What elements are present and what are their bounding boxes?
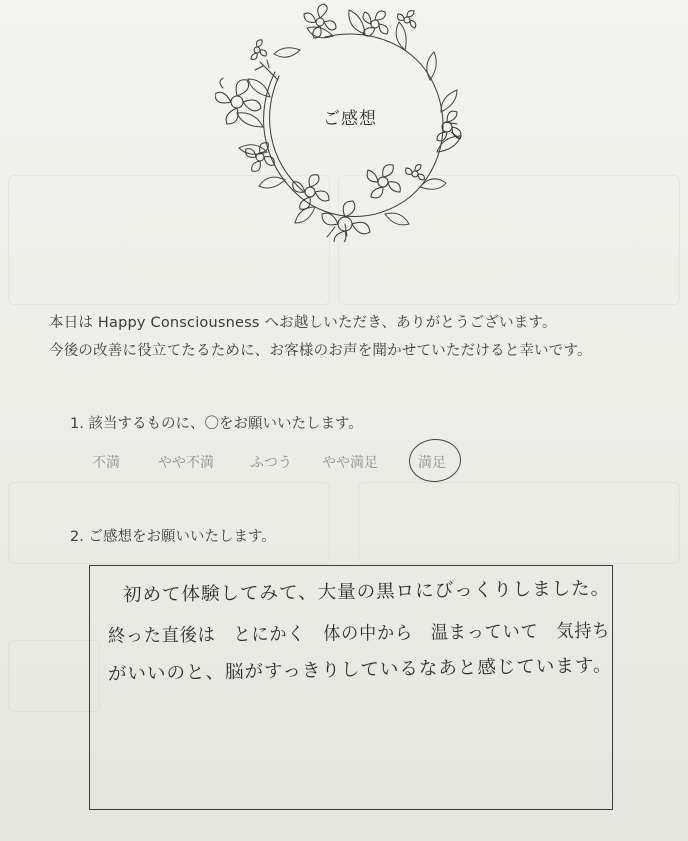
option-somewhat-dissatisfied[interactable]: やや不満 xyxy=(158,455,214,471)
option-satisfied[interactable]: 満足 xyxy=(418,455,446,471)
question-2-label: 2. ご感想をお願いいたします。 xyxy=(70,529,276,545)
option-dissatisfied[interactable]: 不満 xyxy=(92,455,120,471)
handwritten-line-3: がいいのと、脳がすっきりしているなあと感じています。 xyxy=(107,655,613,685)
handwritten-line-1: 初めて体験してみて、大量の黒ロにびっくりしました。 xyxy=(122,578,611,606)
comment-box[interactable] xyxy=(89,565,613,810)
question-1-label: 1. 該当するものに、〇をお願いいたします。 xyxy=(70,416,363,432)
intro-line-1: 本日は Happy Consciousness へお越しいただき、ありがとうございます。 xyxy=(49,315,557,331)
selected-option-circle xyxy=(408,437,463,484)
show-through-box xyxy=(8,482,330,564)
intro-line-2: 今後の改善に役立てたるために、お客様のお声を聞かせていただけると幸いです。 xyxy=(49,343,592,359)
show-through-box xyxy=(8,640,100,712)
show-through-box xyxy=(358,482,680,564)
option-neutral[interactable]: ふつう xyxy=(250,455,292,471)
handwritten-line-2: 終った直後は とにかく 体の中から 温まっていて 気持ち xyxy=(107,620,611,647)
page-title: ご感想 xyxy=(323,109,377,129)
option-somewhat-satisfied[interactable]: やや満足 xyxy=(322,455,378,471)
